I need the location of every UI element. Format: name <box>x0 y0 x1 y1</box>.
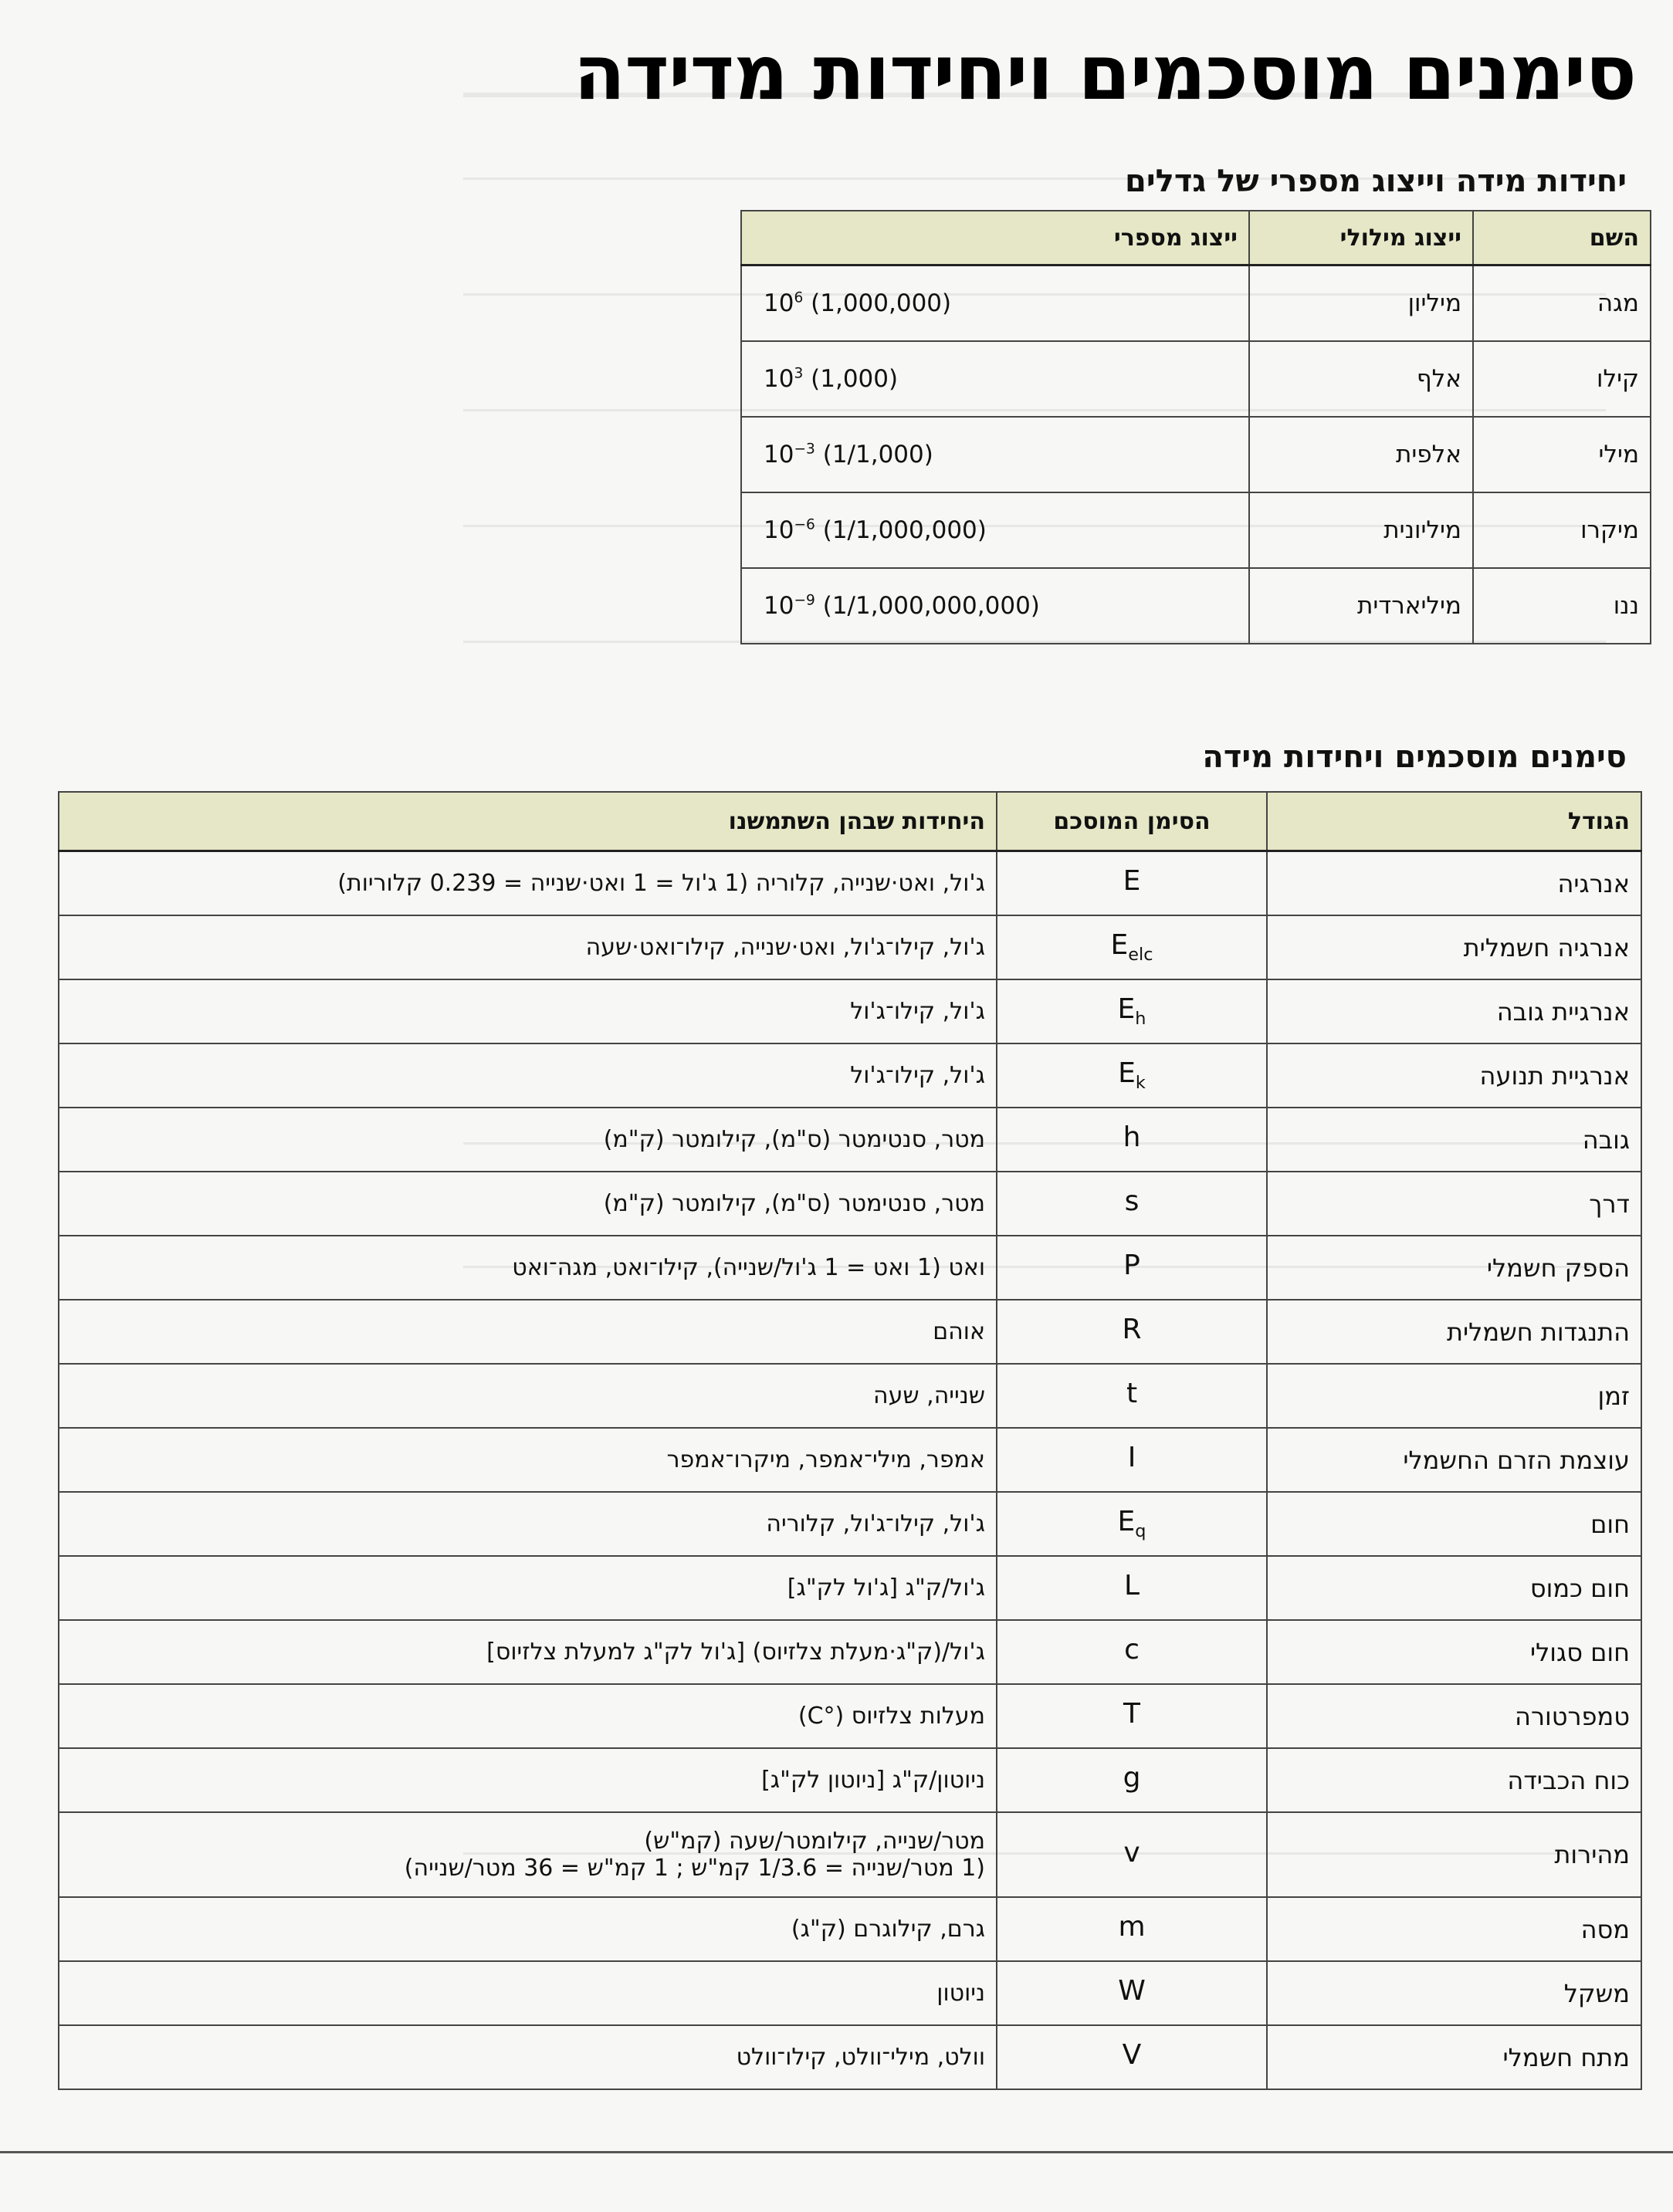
symbol-letter: h <box>1123 1121 1141 1154</box>
quantity-units <box>59 915 997 979</box>
quantity-units <box>59 1108 997 1172</box>
units-text: גרם, קילוגרם (ק"ג) <box>791 1916 985 1943</box>
table-row <box>59 1684 1641 1748</box>
table-row <box>59 1492 1641 1556</box>
table-row <box>59 1364 1641 1428</box>
quantity-name: מהירות <box>1267 1812 1641 1897</box>
quantity-name: כוח הכבידה <box>1267 1748 1641 1812</box>
quantity-name: דרך <box>1267 1172 1641 1236</box>
symbol-letter: T <box>1123 1698 1140 1730</box>
power-exponent: 6 <box>794 289 804 306</box>
quantity-name: מתח חשמלי <box>1267 2025 1641 2089</box>
quantity-symbol <box>997 1961 1267 2025</box>
units-table <box>58 791 1642 2090</box>
prefix-name: קילו <box>1473 341 1651 417</box>
units-text: מטר, סנטימטר (ס"מ), קילומטר (ק"מ) <box>603 1126 985 1153</box>
units-text: מטר, סנטימטר (ס"מ), קילומטר (ק"מ) <box>603 1190 985 1217</box>
quantity-units <box>59 1620 997 1684</box>
table-row <box>59 1748 1641 1812</box>
symbol-letter: m <box>1118 1911 1146 1943</box>
quantity-units <box>59 1043 997 1108</box>
units-text: ואט (1 ואט = 1 ג'ול/שנייה), קילו־ואט, מגה־ואט <box>512 1254 985 1281</box>
table-row <box>59 1043 1641 1108</box>
power-base: 10 <box>764 441 794 468</box>
table-row <box>59 1172 1641 1236</box>
units-text: ג'ול/ק"ג [ג'ול לק"ג] <box>787 1574 985 1602</box>
column-header-verbal: ייצוג מילולי <box>1249 211 1473 266</box>
power-value: (1,000) <box>811 365 899 393</box>
prefix-name: ננו <box>1473 568 1651 644</box>
prefix-numeric <box>741 266 1249 342</box>
symbol-subscript: k <box>1135 1073 1146 1094</box>
table-row <box>59 1108 1641 1172</box>
quantity-symbol <box>997 1364 1267 1428</box>
prefix-section-heading: יחידות מידה וייצוג מספרי של גדלים <box>1125 164 1627 199</box>
prefix-numeric <box>741 492 1249 568</box>
power-base: 10 <box>764 516 794 544</box>
symbol-letter: E <box>1110 929 1129 962</box>
quantity-units <box>59 1492 997 1556</box>
quantity-symbol <box>997 979 1267 1043</box>
quantity-units <box>59 1428 997 1492</box>
quantity-name: חום סגולי <box>1267 1620 1641 1684</box>
quantity-symbol <box>997 1897 1267 1961</box>
quantity-units <box>59 1684 997 1748</box>
quantity-name: אנרגיית תנועה <box>1267 1043 1641 1108</box>
table-row <box>59 979 1641 1043</box>
table-row <box>741 266 1651 342</box>
power-base: 10 <box>764 592 794 620</box>
units-text: וולט, מילי־וולט, קילו־וולט <box>736 2044 985 2071</box>
quantity-name: חום <box>1267 1492 1641 1556</box>
symbol-letter: c <box>1124 1634 1140 1666</box>
quantity-name: התנגדות חשמלית <box>1267 1300 1641 1364</box>
units-text: ג'ול/(ק"ג·מעלת צלזיוס) [ג'ול לק"ג למעלת צלזיוס] <box>486 1639 985 1666</box>
symbol-letter: E <box>1123 865 1141 898</box>
quantity-name: אנרגיה חשמלית <box>1267 915 1641 979</box>
symbol-letter: g <box>1123 1762 1141 1794</box>
table-row <box>59 915 1641 979</box>
table-row <box>59 1897 1641 1961</box>
quantity-name: הספק חשמלי <box>1267 1236 1641 1300</box>
power-exponent: 3 <box>794 365 804 382</box>
prefix-name: מגה <box>1473 266 1651 342</box>
units-text: אוהם <box>933 1318 985 1345</box>
page-title: סימנים מוסכמים ויחידות מדידה <box>573 29 1636 117</box>
power-value: (1/1,000) <box>822 441 933 468</box>
units-text: מטר/שנייה, קילומטר/שעה (קמ"ש) <box>644 1828 985 1855</box>
units-text: מעלות צלזיוס (°C) <box>798 1703 985 1730</box>
column-header-units: היחידות שבהן השתמשנו <box>59 792 997 851</box>
quantity-units <box>59 2025 997 2089</box>
table-row <box>59 1428 1641 1492</box>
quantity-symbol <box>997 1812 1267 1897</box>
quantity-units <box>59 979 997 1043</box>
quantity-symbol <box>997 1748 1267 1812</box>
symbol-letter: P <box>1123 1250 1140 1282</box>
units-text: ג'ול, קילו־ג'ול <box>850 998 985 1025</box>
symbol-letter: I <box>1127 1442 1136 1474</box>
quantity-units <box>59 1364 997 1428</box>
quantity-units <box>59 1236 997 1300</box>
quantity-name: חום כמוס <box>1267 1556 1641 1620</box>
symbol-letter: V <box>1122 2039 1142 2072</box>
quantity-symbol <box>997 1428 1267 1492</box>
units-text: ג'ול, ואט·שנייה, קלוריה (1 ג'ול = 1 ואט·שנייה = 0.239 קלוריות) <box>337 870 985 897</box>
quantity-name: גובה <box>1267 1108 1641 1172</box>
symbol-letter: R <box>1122 1314 1142 1346</box>
quantity-symbol <box>997 851 1267 916</box>
quantity-symbol <box>997 1236 1267 1300</box>
table-row <box>59 1961 1641 2025</box>
table-row <box>59 851 1641 916</box>
symbol-letter: t <box>1126 1378 1138 1410</box>
units-text: אמפר, מילי־אמפר, מיקרו־אמפר <box>666 1446 985 1473</box>
units-conversion: (1 מטר/שנייה = 1/3.6 קמ"ש ; 1 קמ"ש = 36 מטר/שנייה) <box>404 1855 985 1882</box>
quantity-units <box>59 1748 997 1812</box>
table-row <box>59 1236 1641 1300</box>
quantity-name: אנרגיה <box>1267 851 1641 916</box>
table-row <box>741 417 1651 492</box>
units-text: ג'ול, קילו־ג'ול, ואט·שנייה, קילו־ואט·שעה <box>585 934 985 961</box>
units-text: שנייה, שעה <box>873 1382 985 1409</box>
table-row <box>59 1556 1641 1620</box>
prefix-verbal: מיליונית <box>1249 492 1473 568</box>
quantity-name: משקל <box>1267 1961 1641 2025</box>
quantity-symbol <box>997 2025 1267 2089</box>
column-header-quantity: הגודל <box>1267 792 1641 851</box>
table-row <box>741 492 1651 568</box>
quantity-units <box>59 851 997 916</box>
table-row <box>59 1620 1641 1684</box>
units-text: ניוטון <box>936 1980 985 2007</box>
quantity-units <box>59 1961 997 2025</box>
prefix-numeric <box>741 341 1249 417</box>
symbol-letter: L <box>1123 1570 1140 1602</box>
symbol-letter: W <box>1118 1975 1146 2007</box>
power-exponent: −6 <box>794 516 815 533</box>
prefix-name: מילי <box>1473 417 1651 492</box>
table-header-row <box>59 792 1641 851</box>
symbol-subscript: elc <box>1128 945 1153 966</box>
power-value: (1,000,000) <box>811 289 952 317</box>
table-header-row <box>741 211 1651 266</box>
power-base: 10 <box>764 365 794 393</box>
quantity-units <box>59 1556 997 1620</box>
symbol-letter: s <box>1124 1185 1140 1218</box>
column-header-name: השם <box>1473 211 1651 266</box>
quantity-symbol <box>997 1172 1267 1236</box>
prefix-name: מיקרו <box>1473 492 1651 568</box>
table-row <box>59 1300 1641 1364</box>
table-row <box>741 341 1651 417</box>
prefix-numeric <box>741 568 1249 644</box>
quantity-symbol <box>997 915 1267 979</box>
quantity-name: עוצמת הזרם החשמלי <box>1267 1428 1641 1492</box>
bottom-rule <box>0 2151 1673 2153</box>
prefix-verbal: מיליון <box>1249 266 1473 342</box>
quantity-symbol <box>997 1492 1267 1556</box>
column-header-numeric: ייצוג מספרי <box>741 211 1249 266</box>
quantity-units <box>59 1812 997 1897</box>
prefix-numeric <box>741 417 1249 492</box>
quantity-symbol <box>997 1684 1267 1748</box>
quantity-symbol <box>997 1556 1267 1620</box>
quantity-name: זמן <box>1267 1364 1641 1428</box>
power-value: (1/1,000,000,000) <box>822 592 1040 620</box>
prefix-verbal: אלפית <box>1249 417 1473 492</box>
prefix-table <box>740 210 1651 644</box>
column-header-symbol: הסימן המוסכם <box>997 792 1267 851</box>
table-row <box>59 1812 1641 1897</box>
prefix-verbal: אלף <box>1249 341 1473 417</box>
quantity-name: טמפרטורה <box>1267 1684 1641 1748</box>
units-section-heading: סימנים מוסכמים ויחידות מידה <box>1202 739 1627 775</box>
quantity-symbol <box>997 1300 1267 1364</box>
symbol-subscript: h <box>1135 1009 1146 1030</box>
symbol-letter: E <box>1117 1506 1136 1538</box>
quantity-name: מסה <box>1267 1897 1641 1961</box>
quantity-units <box>59 1300 997 1364</box>
quantity-symbol <box>997 1043 1267 1108</box>
units-text: ניוטון/ק"ג [ניוטון לק"ג] <box>761 1767 985 1794</box>
quantity-name: אנרגיית גובה <box>1267 979 1641 1043</box>
table-row <box>59 2025 1641 2089</box>
symbol-letter: E <box>1118 1057 1136 1090</box>
quantity-units <box>59 1172 997 1236</box>
units-text: ג'ול, קילו־ג'ול, קלוריה <box>766 1510 985 1537</box>
units-text: ג'ול, קילו־ג'ול <box>850 1062 985 1089</box>
quantity-symbol <box>997 1620 1267 1684</box>
quantity-symbol <box>997 1108 1267 1172</box>
prefix-verbal: מיליארדית <box>1249 568 1473 644</box>
power-exponent: −3 <box>794 441 815 458</box>
symbol-letter: E <box>1117 993 1136 1026</box>
power-value: (1/1,000,000) <box>822 516 987 544</box>
table-row <box>741 568 1651 644</box>
symbol-subscript: q <box>1135 1521 1146 1542</box>
power-exponent: −9 <box>794 592 815 609</box>
symbol-letter: v <box>1123 1836 1140 1869</box>
power-base: 10 <box>764 289 794 317</box>
quantity-units <box>59 1897 997 1961</box>
